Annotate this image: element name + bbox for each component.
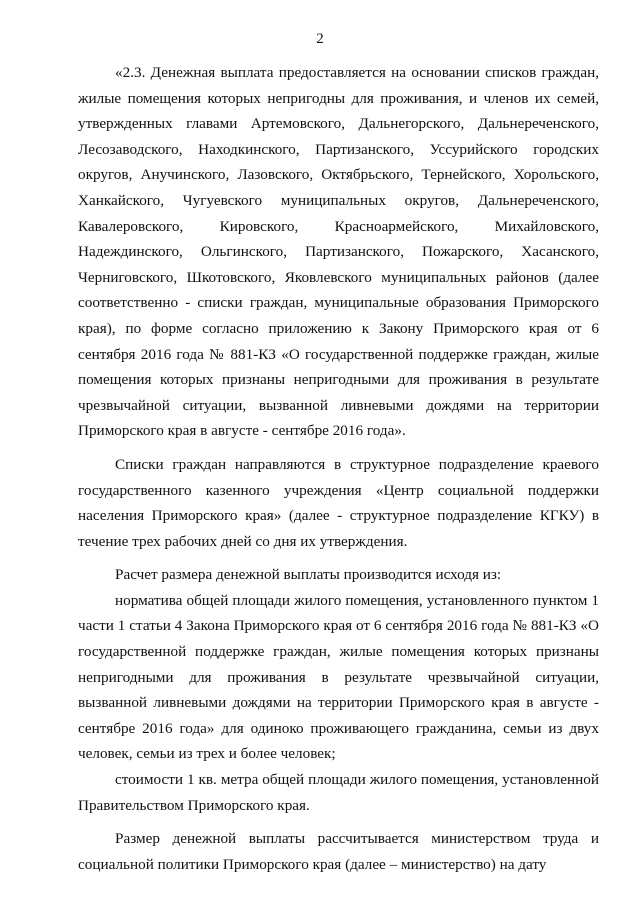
paragraph-2-3: «2.3. Денежная выплата предоставляется на основании списков граждан, жилые помещения которых непригодны для проживания, и членов их семей, утвержденных главами Артемовского, Дальнегорского, Дальнереченского, Лесозаводского, Находкинского, Партизанского, Уссурийского городских округов, Анучинского, Лазовского, Октябрьского, Тернейского, Хорольского, Ханкайского, Чугуевского муниципальных округов, Дальнереченского, Кавалеровского, Кировского, Красноармейского, Михайловского, Надеждинского, Ольгинского, Партизанского, Пожарского, Хасанского, Черниговского, Шкотовского, Яковлевского муниципальных районов (далее соответственно - списки граждан, муниципальные образования Приморского края), по форме согласно приложению к Закону Приморского края от 6 сентября 2016 года № 881-КЗ «О государственной поддержке граждан, жилые помещения которых признаны непригодными для проживания в результате чрезвычайной ситуации, вызванной ливневыми дождями на территории Приморского края в августе - сентябре 2016 года».: [78, 64, 599, 440]
paragraph-lists-sent: Списки граждан направляются в структурное подразделение краевого государственного казенного учреждения «Центр социальной поддержки населения Приморского края» (далее - структурное подразделение КГКУ) в течение трех рабочих дней со дня их утверждения.: [78, 455, 599, 550]
paragraph-cost-per-meter: стоимости 1 кв. метра общей площади жилого помещения, установленной Правительством Приморского края.: [78, 771, 599, 814]
paragraph-calculation-basis: Расчет размера денежной выплаты производится исходя из:: [115, 566, 502, 584]
document-body: [78, 60, 599, 877]
page-number: 2: [316, 31, 324, 47]
paragraph-area-norm: норматива общей площади жилого помещения, установленного пунктом 1 части 1 статьи 4 Закона Приморского края от 6 сентября 2016 года № 881-КЗ «О государственной поддержке граждан, жилые помещения которых признаны непригодными для проживания в результате чрезвычайной ситуации, вызванной ливневыми дождями на территории Приморского края в августе - сентябре 2016 года» для одиноко проживающего гражданина, семьи из двух человек, семьи из трех и более человек;: [78, 591, 599, 763]
paragraph-payment-calculation: Размер денежной выплаты рассчитывается министерством труда и социальной политики Приморского края (далее – министерство) на дату: [78, 830, 599, 873]
